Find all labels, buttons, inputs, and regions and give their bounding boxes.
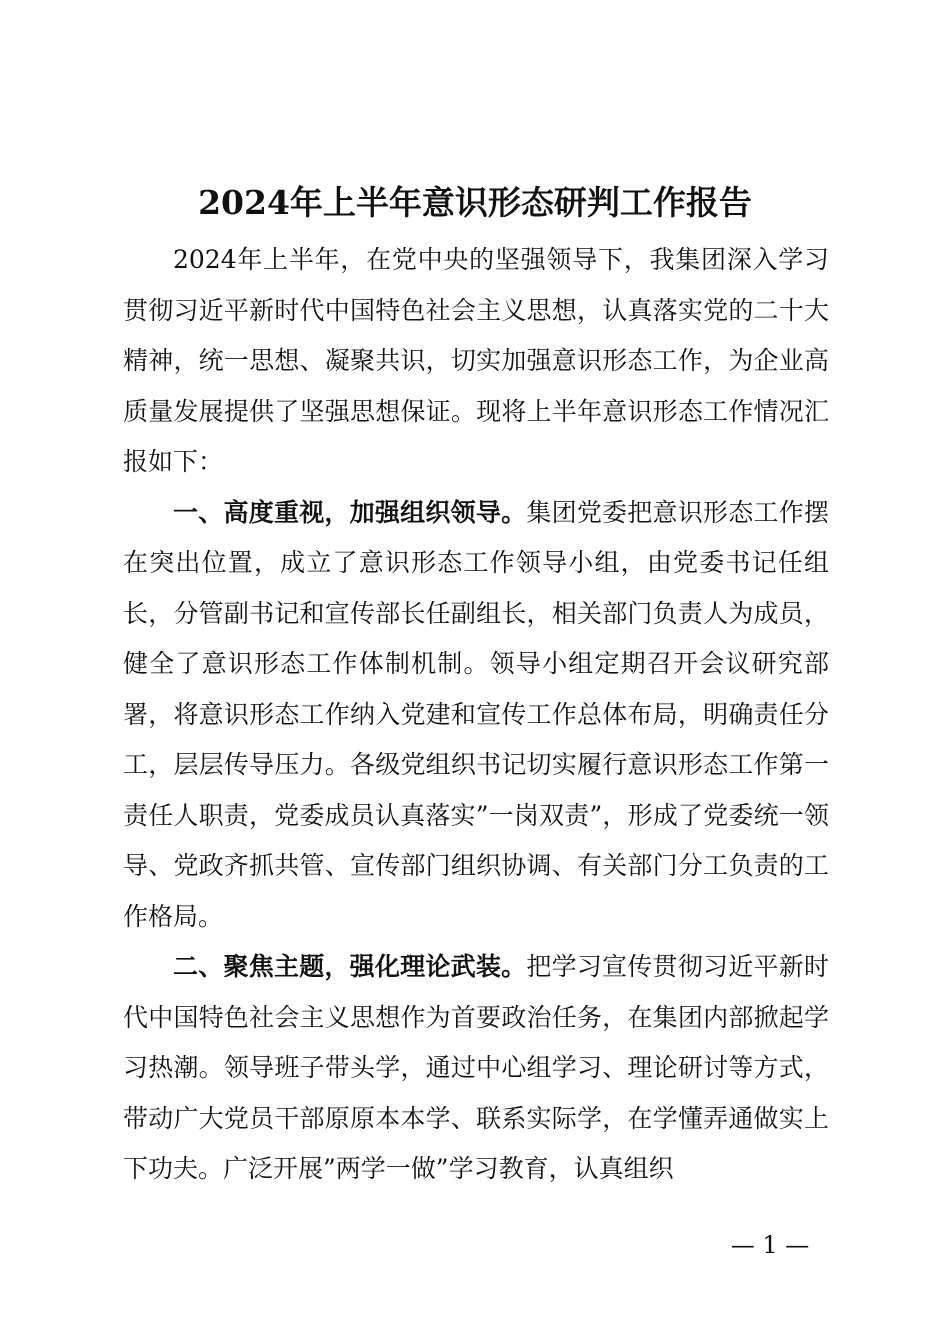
paragraph-intro <box>123 235 829 488</box>
page-number: — 1 — <box>730 1231 810 1259</box>
document-title: 2024年上半年意识形态研判工作报告 <box>198 183 752 222</box>
paragraph-section-1 <box>123 488 829 943</box>
section-heading: 二、聚焦主题，强化理论武装。 <box>173 952 527 981</box>
paragraph-text: 集团党委把意识形态工作摆在突出位置，成立了意识形态工作领导小组，由党委书记任组长，分管副书记和宣传部长任副组长，相关部门负责人为成员，健全了意识形态工作体制机制。领导小组定期召开会议研究部署，将意识形态工作纳入党建和宣传工作总体布局，明确责任分工，层层传导压力。各级党组织书记切实履行意识形态工作第一责任人职责，党委成员认真落实”一岗双责”，形成了党委统一领导、党政齐抓共管、宣传部门组织协调、有关部门分工负责的工作格局。 <box>123 497 829 931</box>
paragraph-text: 2024年上半年，在党中央的坚强领导下，我集团深入学习贯彻习近平新时代中国特色社会主义思想，认真落实党的二十大精神，统一思想、凝聚共识，切实加强意识形态工作，为企业高质量发展提供了坚强思想保证。现将上半年意识形态工作情况汇报如下： <box>123 245 829 476</box>
document-body <box>123 235 829 1195</box>
paragraph-section-2 <box>123 942 829 1195</box>
paragraph-text: 把学习宣传贯彻习近平新时代中国特色社会主义思想作为首要政治任务，在集团内部掀起学习热潮。领导班子带头学，通过中心组学习、理论研讨等方式，带动广大党员干部原原本本学、联系实际学，在学懂弄通做实上下功夫。广泛开展”两学一做”学习教育，认真组织 <box>123 952 829 1183</box>
section-heading: 一、高度重视，加强组织领导。 <box>173 497 527 527</box>
